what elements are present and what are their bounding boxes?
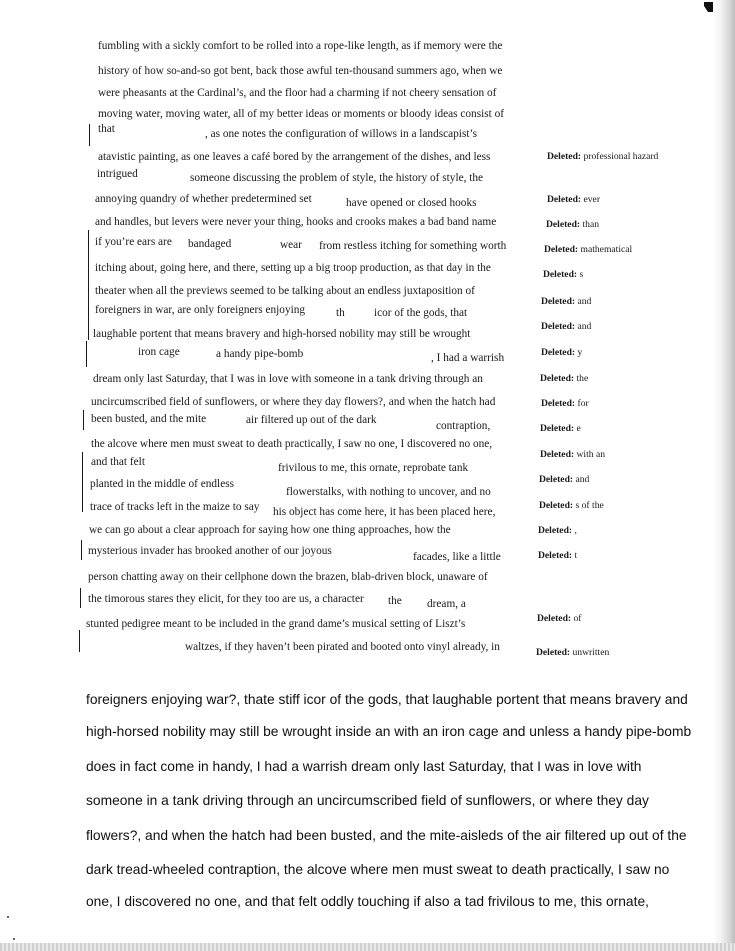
deleted-label: Deleted: [541, 296, 576, 307]
text-line: atavistic painting, as one leaves a café bored by the arrangement of the dishes, and less [98, 151, 491, 163]
deletion-note [541, 398, 589, 409]
text-line: itching about, going here, and there, setting up a big troop production, as that day in the [95, 262, 491, 274]
deleted-label: Deleted: [541, 347, 576, 358]
text-line: dream only last Saturday, that I was in love with someone in a tank driving through an [93, 373, 483, 385]
deletion-note [540, 423, 581, 434]
text-fragment: been busted, and the mite [91, 413, 207, 425]
text-line: laughable portent that means bravery and high-horsed nobility may still be wrought [93, 328, 471, 340]
text-fragment: icor of the gods, that [374, 307, 468, 319]
text-line: history of how so-and-so got bent, back those awful ten-thousand summers ago, when we [98, 65, 503, 77]
text-fragment: wear [280, 239, 302, 251]
text-fragment: someone discussing the problem of style, the history of style, the [190, 172, 484, 184]
text-line: high-horsed nobility may still be wrought inside an with an iron cage and unless a handy pipe-bomb [86, 724, 692, 739]
text-fragment: contraption, [436, 420, 491, 432]
text-fragment: a handy pipe-bomb [216, 348, 304, 360]
deleted-text: s [579, 269, 584, 280]
text-fragment: the [388, 595, 402, 607]
deletion-note [546, 219, 599, 230]
text-fragment: and that felt [91, 456, 145, 468]
text-fragment: the timorous stares they elicit, for they too are us, a character [88, 593, 364, 605]
scan-speck [7, 916, 9, 918]
text-line: does in fact come in handy, I had a warrish dream only last Saturday, that I was in love with [86, 759, 642, 774]
deleted-text: and [575, 474, 590, 485]
deleted-text: the [576, 373, 589, 384]
text-line: theater when all the previews seemed to be talking about an endless juxtaposition of [95, 285, 475, 297]
change-bar [82, 452, 83, 512]
deleted-text: and [577, 296, 592, 307]
deleted-text: ever [583, 194, 601, 205]
text-fragment: air filtered up out of the dark [246, 414, 377, 426]
text-fragment: dream, a [427, 598, 466, 610]
deleted-label: Deleted: [538, 525, 573, 536]
deletion-note [539, 474, 589, 485]
deleted-text: , [574, 525, 577, 536]
text-line: dark tread-wheeled contraption, the alcove where men must sweat to death practically, I saw no [86, 862, 670, 877]
text-fragment: planted in the middle of endless [90, 478, 235, 490]
text-fragment: , I had a warrish [431, 352, 505, 364]
text-fragment: waltzes, if they haven’t been pirated and booted onto vinyl already, in [185, 641, 500, 653]
deleted-label: Deleted: [547, 151, 582, 162]
deletion-note [541, 321, 591, 332]
deleted-text: t [574, 550, 578, 561]
change-bar [80, 588, 81, 608]
text-line: one, I discovered no one, and that felt oddly touching if also a tad frivilous to me, this ornate, [86, 894, 649, 909]
deleted-text: than [582, 219, 600, 230]
text-fragment: intrigued [97, 168, 138, 180]
text-line: we can go about a clear approach for saying how one thing approaches, how the [89, 524, 451, 536]
deletion-note [544, 244, 632, 255]
deleted-text: professional hazard [583, 151, 659, 162]
deleted-label: Deleted: [540, 423, 575, 434]
text-fragment: have opened or closed hooks [346, 197, 477, 209]
text-line: uncircumscribed field of sunflowers, or where they day flowers?, and when the hatch had [91, 396, 496, 408]
deletion-note [543, 269, 583, 280]
deleted-text: with an [576, 449, 606, 460]
text-fragment: flowerstalks, with nothing to uncover, and no [286, 486, 491, 498]
deletion-note [537, 613, 582, 624]
deleted-text: mathematical [580, 244, 633, 255]
page-edge-shadow [713, 0, 735, 951]
change-bar [79, 630, 80, 652]
deletion-note [540, 449, 605, 460]
deleted-label: Deleted: [541, 398, 576, 409]
text-fragment: annoying quandry of whether predetermined set [95, 193, 312, 205]
text-fragment: iron cage [138, 346, 180, 358]
change-bar [81, 540, 82, 560]
change-bar [86, 341, 87, 367]
deletion-note [547, 194, 600, 205]
text-line: and handles, but levers were never your thing, hooks and crooks makes a bad band name [95, 216, 497, 228]
deleted-text: of [573, 613, 582, 624]
text-fragment: his object has come here, it has been placed here, [273, 506, 496, 518]
text-fragment: foreigners in war, are only foreigners enjoying [95, 304, 306, 316]
deleted-label: Deleted: [544, 244, 579, 255]
text-line: foreigners enjoying war?, thate stiff icor of the gods, that laughable portent that means bravery and [86, 692, 688, 707]
deleted-label: Deleted: [540, 449, 575, 460]
change-bar [83, 410, 84, 430]
deleted-label: Deleted: [540, 373, 575, 384]
change-bar [88, 230, 89, 340]
text-line: moving water, moving water, all of my better ideas or moments or bloody ideas consist of [98, 108, 505, 120]
text-line: someone in a tank driving through an uncircumscribed field of sunflowers, or where they day [86, 793, 649, 808]
text-fragment: that [98, 123, 115, 135]
deleted-text: s of the [575, 500, 604, 511]
text-fragment: from restless itching for something worth [319, 240, 507, 252]
text-line: stunted pedigree meant to be included in the grand dame’s musical setting of Liszt’s [86, 618, 466, 630]
text-fragment: bandaged [188, 238, 232, 250]
deleted-label: Deleted: [539, 500, 574, 511]
deleted-label: Deleted: [546, 219, 581, 230]
deleted-label: Deleted: [538, 550, 573, 561]
text-line: person chatting away on their cellphone down the brazen, blab-driven block, unaware of [88, 571, 488, 583]
deleted-label: Deleted: [547, 194, 582, 205]
deletion-note [536, 647, 609, 658]
text-line: the alcove where men must sweat to death practically, I saw no one, I discovered no one, [91, 438, 493, 450]
text-fragment: mysterious invader has brooked another of our joyous [88, 545, 332, 557]
deleted-text: and [577, 321, 592, 332]
text-fragment: trace of tracks left in the maize to say [90, 501, 260, 513]
change-bar [89, 124, 90, 146]
deleted-text: e [576, 423, 581, 434]
deleted-label: Deleted: [543, 269, 578, 280]
deletion-note [547, 151, 658, 162]
deletion-note [541, 296, 591, 307]
deletion-note [539, 500, 604, 511]
deleted-text: for [577, 398, 589, 409]
deleted-label: Deleted: [541, 321, 576, 332]
text-line: fumbling with a sickly comfort to be rolled into a rope-like length, as if memory were the [98, 40, 503, 52]
deleted-text: unwritten [572, 647, 610, 658]
deletion-note [540, 373, 588, 384]
page-bottom-edge [0, 943, 735, 951]
text-fragment: , as one notes the configuration of willows in a landscapist’s [205, 128, 478, 140]
text-fragment: th [336, 307, 345, 319]
deleted-label: Deleted: [536, 647, 571, 658]
deletion-note [541, 347, 582, 358]
text-line: were pheasants at the Cardinal’s, and the floor had a charming if not cheery sensation of [98, 87, 497, 99]
deletion-note [538, 550, 577, 561]
deleted-label: Deleted: [537, 613, 572, 624]
text-line: flowers?, and when the hatch had been busted, and the mite-aisleds of the air filtered up out of the [86, 828, 687, 843]
text-fragment: facades, like a little [413, 551, 501, 563]
scan-speck [13, 938, 15, 940]
deleted-label: Deleted: [539, 474, 574, 485]
text-fragment: if you’re ears are [95, 236, 172, 248]
deletion-note [538, 525, 577, 536]
text-fragment: frivilous to me, this ornate, reprobate tank [278, 462, 469, 474]
deleted-text: y [577, 347, 583, 358]
